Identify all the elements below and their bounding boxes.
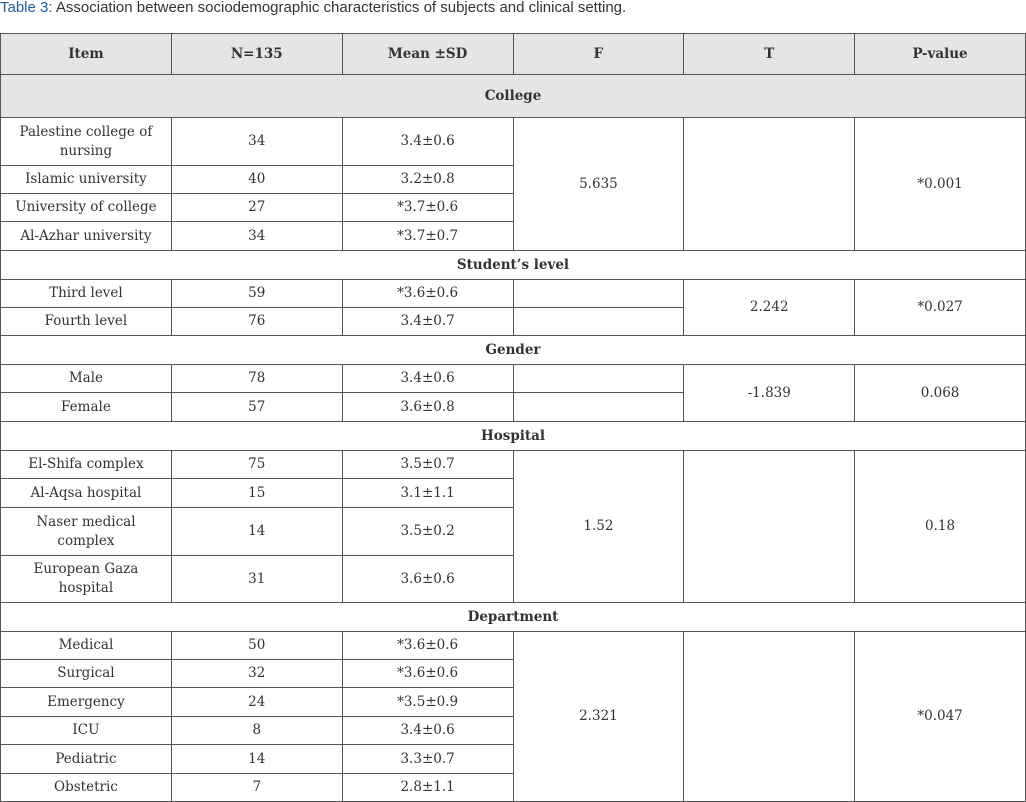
- item-cell: European Gaza hospital: [1, 556, 172, 603]
- mean-sd-cell: *3.6±0.6: [342, 632, 513, 660]
- header-n: N=135: [171, 34, 342, 75]
- t-cell: 2.242: [684, 280, 855, 336]
- mean-sd-cell: 2.8±1.1: [342, 774, 513, 802]
- mean-sd-cell: *3.7±0.6: [342, 194, 513, 222]
- mean-sd-cell: 3.5±0.7: [342, 451, 513, 479]
- n-cell: 34: [171, 222, 342, 251]
- section-title: Student’s level: [1, 251, 1026, 280]
- n-cell: 15: [171, 479, 342, 508]
- table-caption-text: Association between sociodemographic characteristics of subjects and clinical setting.: [52, 0, 627, 16]
- mean-sd-cell: *3.6±0.6: [342, 660, 513, 688]
- n-cell: 78: [171, 365, 342, 393]
- header-p-value: P-value: [855, 34, 1026, 75]
- section-row: [1, 422, 1026, 451]
- item-cell: Female: [1, 393, 172, 422]
- n-cell: 14: [171, 745, 342, 774]
- p-value-cell: *0.001: [855, 118, 1026, 251]
- f-cell: [513, 365, 684, 393]
- table-row: [1, 280, 1026, 308]
- n-cell: 31: [171, 556, 342, 603]
- mean-sd-cell: *3.5±0.9: [342, 688, 513, 717]
- header-mean: Mean ±SD: [342, 34, 513, 75]
- p-value-cell: *0.027: [855, 280, 1026, 336]
- mean-sd-cell: 3.4±0.6: [342, 717, 513, 745]
- table-row: [1, 451, 1026, 479]
- item-cell: Medical: [1, 632, 172, 660]
- header-f: F: [513, 34, 684, 75]
- p-value-cell: 0.068: [855, 365, 1026, 422]
- mean-sd-cell: 3.2±0.8: [342, 166, 513, 194]
- item-cell: Surgical: [1, 660, 172, 688]
- table-row: [1, 118, 1026, 166]
- f-cell: 1.52: [513, 451, 684, 603]
- item-cell: Emergency: [1, 688, 172, 717]
- mean-sd-cell: 3.4±0.6: [342, 118, 513, 166]
- item-cell: Male: [1, 365, 172, 393]
- section-title: Hospital: [1, 422, 1026, 451]
- header-item: Item: [1, 34, 172, 75]
- mean-sd-cell: *3.7±0.7: [342, 222, 513, 251]
- section-row: [1, 251, 1026, 280]
- n-cell: 14: [171, 508, 342, 556]
- item-cell: ICU: [1, 717, 172, 745]
- item-cell: Third level: [1, 280, 172, 308]
- section-row: [1, 603, 1026, 632]
- f-cell: [513, 393, 684, 422]
- table-body: [1, 75, 1026, 802]
- n-cell: 24: [171, 688, 342, 717]
- item-cell: Naser medical complex: [1, 508, 172, 556]
- n-cell: 8: [171, 717, 342, 745]
- section-title: College: [1, 75, 1026, 118]
- n-cell: 7: [171, 774, 342, 802]
- n-cell: 34: [171, 118, 342, 166]
- t-cell: -1.839: [684, 365, 855, 422]
- mean-sd-cell: 3.3±0.7: [342, 745, 513, 774]
- n-cell: 27: [171, 194, 342, 222]
- section-title: Gender: [1, 336, 1026, 365]
- item-cell: Islamic university: [1, 166, 172, 194]
- n-cell: 40: [171, 166, 342, 194]
- p-value-cell: *0.047: [855, 632, 1026, 802]
- item-cell: El-Shifa complex: [1, 451, 172, 479]
- header-t: T: [684, 34, 855, 75]
- t-cell: [684, 632, 855, 802]
- section-row: [1, 75, 1026, 118]
- t-cell: [684, 451, 855, 603]
- item-cell: Palestine college of nursing: [1, 118, 172, 166]
- f-cell: [513, 280, 684, 308]
- item-cell: University of college: [1, 194, 172, 222]
- association-table: [0, 33, 1026, 802]
- n-cell: 32: [171, 660, 342, 688]
- mean-sd-cell: 3.1±1.1: [342, 479, 513, 508]
- item-cell: Al-Aqsa hospital: [1, 479, 172, 508]
- table-caption-label: Table 3:: [0, 0, 53, 16]
- table-caption: [0, 0, 626, 18]
- mean-sd-cell: 3.6±0.8: [342, 393, 513, 422]
- section-row: [1, 336, 1026, 365]
- mean-sd-cell: 3.5±0.2: [342, 508, 513, 556]
- n-cell: 59: [171, 280, 342, 308]
- section-title: Department: [1, 603, 1026, 632]
- mean-sd-cell: 3.6±0.6: [342, 556, 513, 603]
- n-cell: 50: [171, 632, 342, 660]
- p-value-cell: 0.18: [855, 451, 1026, 603]
- table-row: [1, 365, 1026, 393]
- n-cell: 75: [171, 451, 342, 479]
- mean-sd-cell: 3.4±0.6: [342, 365, 513, 393]
- item-cell: Pediatric: [1, 745, 172, 774]
- header-row: [1, 34, 1026, 75]
- table-row: [1, 632, 1026, 660]
- mean-sd-cell: *3.6±0.6: [342, 280, 513, 308]
- f-cell: 2.321: [513, 632, 684, 802]
- n-cell: 57: [171, 393, 342, 422]
- item-cell: Obstetric: [1, 774, 172, 802]
- item-cell: Al-Azhar university: [1, 222, 172, 251]
- f-cell: [513, 308, 684, 336]
- f-cell: 5.635: [513, 118, 684, 251]
- n-cell: 76: [171, 308, 342, 336]
- t-cell: [684, 118, 855, 251]
- mean-sd-cell: 3.4±0.7: [342, 308, 513, 336]
- item-cell: Fourth level: [1, 308, 172, 336]
